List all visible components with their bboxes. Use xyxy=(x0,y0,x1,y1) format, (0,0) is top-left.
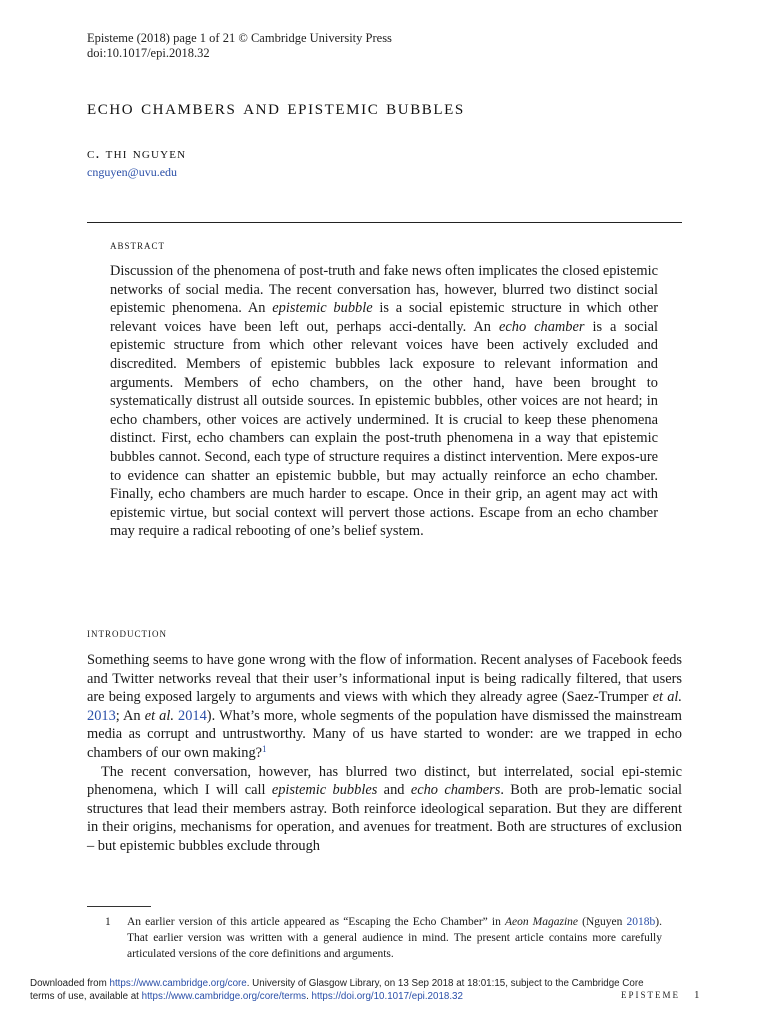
citation-link[interactable]: 2018b xyxy=(626,916,656,928)
abstract-heading: abstract xyxy=(110,237,166,252)
footnote-divider xyxy=(87,906,151,907)
citation-link[interactable]: 2013 xyxy=(87,707,116,724)
footnote-text: An earlier version of this article appeared as “Escaping the Echo Chamber” in Aeon Magazine (Nguyen 2018b). That earlier version was written with a general audience in mind. The present article contains more carefully articulated versions of the core definitions and arguments. xyxy=(127,916,662,960)
author-email-link[interactable]: cnguyen@uvu.edu xyxy=(87,165,178,179)
cambridge-core-link[interactable]: https://www.cambridge.org/core xyxy=(109,978,247,989)
journal-footer xyxy=(621,989,700,1001)
section-divider xyxy=(87,222,682,223)
article-title: echo chambers and epistemic bubbles xyxy=(87,95,465,119)
doi-line: doi:10.1017/epi.2018.32 xyxy=(87,46,210,60)
download-notice: Downloaded from https://www.cambridge.org/core. University of Glasgow Library, on 13 Sep 2018 at 18:01:15, subject to the Cambridge Core terms of use, available at https://www.cambridge.org/core/terms. https://doi.org/10.1017/epi.2018.32 xyxy=(30,978,644,1002)
introduction-heading: introduction xyxy=(87,625,167,640)
introduction-body xyxy=(87,651,682,856)
terms-link[interactable]: https://www.cambridge.org/core/terms xyxy=(141,991,307,1002)
abstract-body: Discussion of the phenomena of post-truth and fake news often implicates the closed epistemic networks of social media. The recent conversation has, however, blurred two distinct social epistemic phenomena. An epistemic bubble is a social epistemic structure in which other relevant voices have been left out, perhaps acci-dentally. An echo chamber is a social epistemic structure from which other relevant voices have been actively excluded and discredited. Members of epistemic bubbles lack exposure to relevant information and arguments. Members of echo chambers, on the other hand, have been brought to systematically distrust all outside sources. In epistemic bubbles, other voices are not heard; in echo chambers, other voices are actively undermined. It is crucial to keep these phenomena distinct. First, echo chambers can explain the post-truth phenomena in a way that epistemic bubbles cannot. Second, each type of structure requires a distinct intervention. Mere expos-ure to evidence can shatter an epistemic bubble, but may actually reinforce an echo chamber. Finally, echo chambers are much harder to escape. Once in their grip, an agent may act with epistemic virtue, but social context will pervert those actions. Escape from an echo chamber may require a radical rebooting of one’s belief system. xyxy=(110,263,658,540)
journal-name: EPISTEME xyxy=(621,990,681,1000)
journal-header xyxy=(87,31,392,61)
doi-link[interactable]: https://doi.org/10.1017/epi.2018.32 xyxy=(311,991,463,1002)
citation-line: Episteme (2018) page 1 of 21 © Cambridge University Press xyxy=(87,31,392,45)
citation-link[interactable]: 2014 xyxy=(178,707,207,724)
page-number: 1 xyxy=(694,989,700,1001)
footnote-number: 1 xyxy=(105,916,111,928)
paragraph: The recent conversation, however, has blurred two distinct, but interrelated, social epi-stemic phenomena, which I will call epistemic bubbles and echo chambers. Both are prob-lematic social structures that lead their members astray. Both reinforce ideological separation. But they are different in their origins, mechanisms for operation, and avenues for treatment. Both are structures of exclusion – but epistemic bubbles exclude through xyxy=(87,763,682,854)
footnote xyxy=(87,914,662,962)
paragraph: Something seems to have gone wrong with the flow of information. Recent analyses of Facebook feeds and Twitter networks reveal that their user’s informational input is being radically filtered, that users are being exposed largely to arguments and views with which they already agree (Saez-Trumper et al. 2013; An et al. 2014). What’s more, whole segments of the population have dismissed the mainstream media as corrupt and untrustworthy. Many of us have started to wonder: are we trapped in echo chambers of our own making?$^1$ xyxy=(87,652,682,761)
author-name: c. thi nguyen xyxy=(87,145,187,162)
footnote-ref-link[interactable]: 1 xyxy=(262,743,267,754)
